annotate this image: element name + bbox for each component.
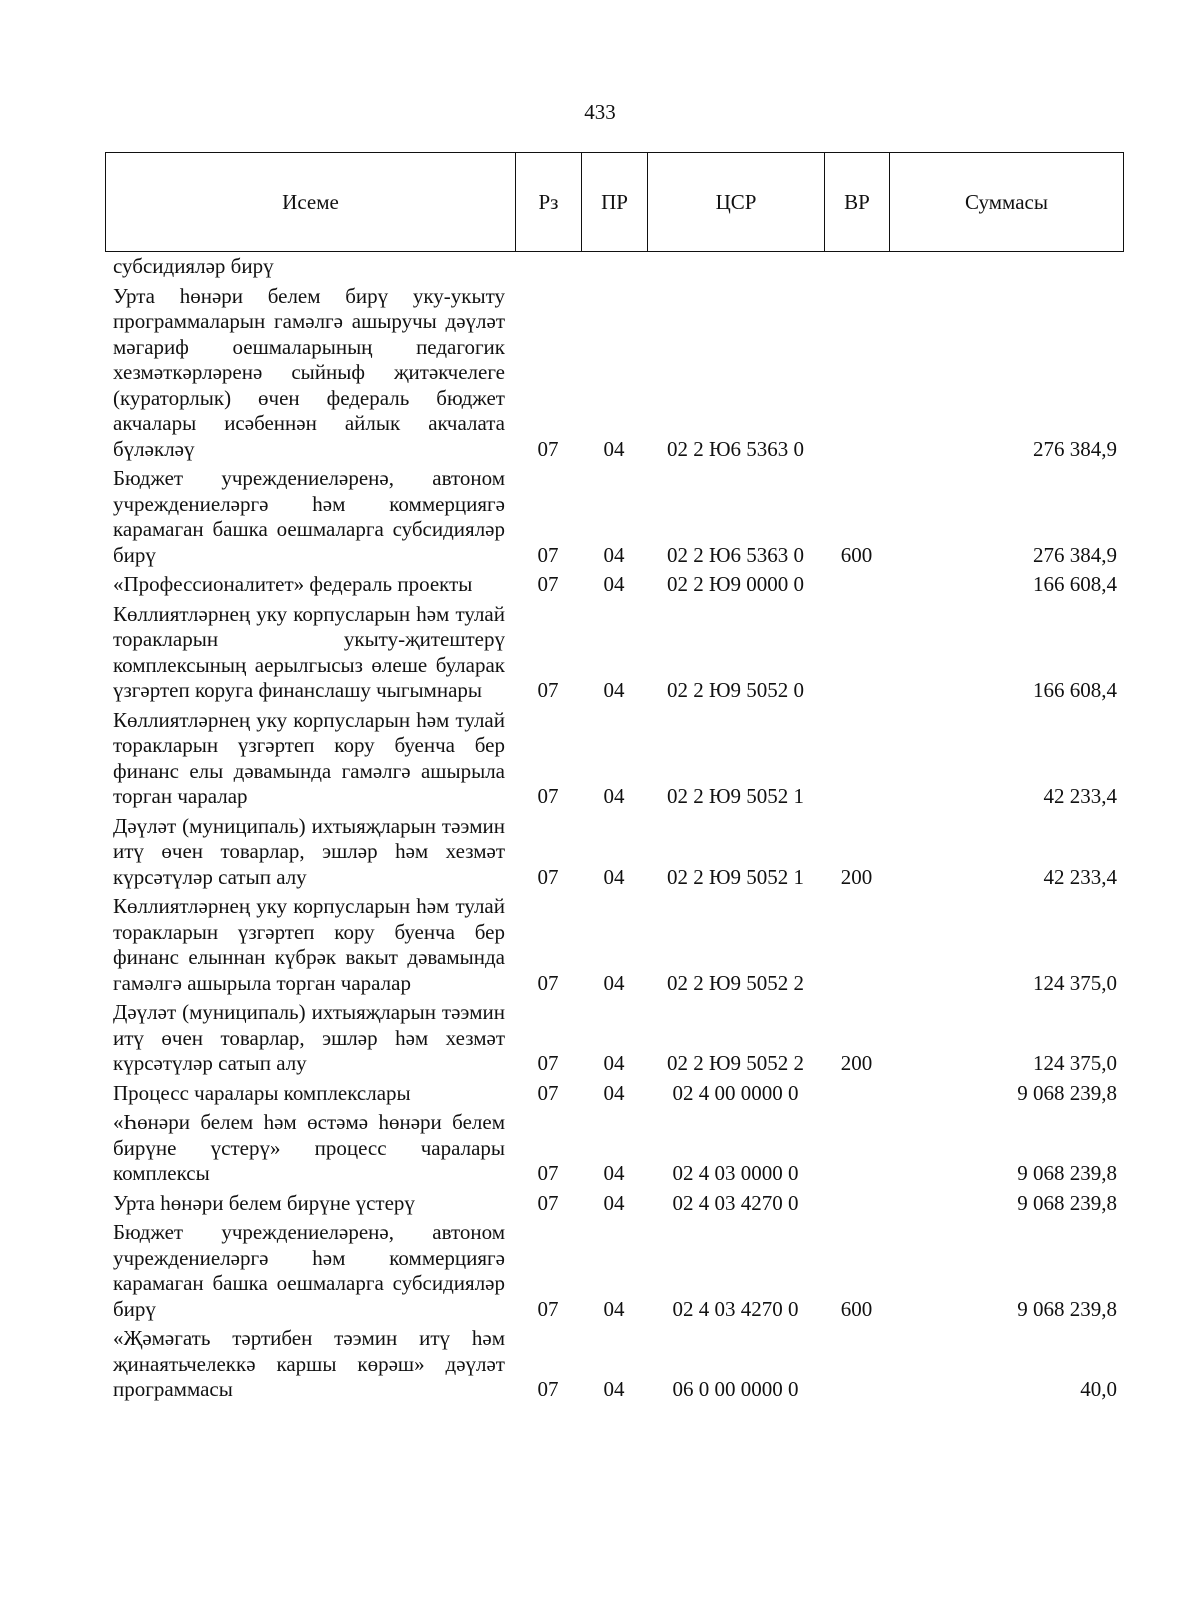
cell-rz: 07 bbox=[537, 572, 559, 596]
table-row bbox=[105, 1191, 1123, 1221]
cell-sum: 276 384,9 bbox=[1033, 436, 1117, 461]
column-header-pr: ПР bbox=[582, 153, 648, 252]
cell-name: Дәүләт (муниципаль) ихтыяҗларын тәэмин итү өчен товарлар, эшләр һәм хезмәт күрсәтүләр сатып алу bbox=[113, 813, 505, 889]
cell-pr: 04 bbox=[603, 542, 625, 567]
cell-csr: 02 2 Ю9 0000 0 bbox=[666, 572, 805, 596]
table-row bbox=[105, 254, 1123, 284]
cell-pr: 04 bbox=[603, 678, 625, 702]
cell-csr: 02 2 Ю6 5363 0 bbox=[666, 542, 805, 567]
cell-name: субсидияләр бирү bbox=[113, 254, 274, 278]
column-header-sum: Суммасы bbox=[890, 153, 1124, 252]
cell-csr: 02 2 Ю9 5052 2 bbox=[666, 1051, 805, 1075]
cell-pr: 04 bbox=[603, 864, 625, 889]
cell-vr: 600 bbox=[840, 542, 873, 567]
table-row bbox=[105, 1326, 1123, 1407]
column-header-vr: ВР bbox=[825, 153, 890, 252]
cell-rz: 07 bbox=[537, 784, 559, 808]
cell-vr bbox=[824, 1191, 889, 1221]
cell-name: Процесс чаралары комплекслары bbox=[113, 1080, 411, 1105]
cell-pr bbox=[581, 254, 647, 284]
cell-csr bbox=[647, 254, 824, 284]
cell-name: Дәүләт (муниципаль) ихтыяҗларын тәэмин итү өчен товарлар, эшләр һәм хезмәт күрсәтүләр сатып алу bbox=[113, 1000, 505, 1075]
cell-pr: 04 bbox=[603, 784, 625, 808]
cell-csr: 06 0 00 0000 0 bbox=[672, 1377, 799, 1401]
cell-rz: 07 bbox=[537, 1080, 559, 1105]
page-number: 433 bbox=[584, 100, 616, 124]
cell-vr bbox=[824, 572, 889, 602]
cell-vr bbox=[824, 284, 889, 467]
cell-name: Көллиятләрнең уку корпусларын һәм тулай торакларын укыту-җитештерү комплексының аерылгысыз өлеше буларак үзгәртеп коруга финанслашу чыгымнары bbox=[113, 601, 505, 702]
cell-pr: 04 bbox=[603, 572, 625, 596]
cell-pr: 04 bbox=[603, 1080, 625, 1105]
cell-sum: 40,0 bbox=[1080, 1377, 1117, 1401]
cell-csr: 02 4 00 0000 0 bbox=[672, 1080, 799, 1105]
cell-rz: 07 bbox=[537, 1051, 559, 1075]
column-header-rz: Рз bbox=[516, 153, 582, 252]
cell-sum: 42 233,4 bbox=[1043, 864, 1117, 889]
table-row bbox=[105, 284, 1123, 467]
cell-rz: 07 bbox=[537, 436, 559, 461]
table-row bbox=[105, 1000, 1123, 1081]
column-header-csr: ЦСР bbox=[648, 153, 825, 252]
cell-vr: 200 bbox=[840, 864, 873, 889]
cell-rz: 07 bbox=[537, 1377, 559, 1401]
table-row bbox=[105, 572, 1123, 602]
cell-vr bbox=[824, 708, 889, 814]
cell-csr: 02 4 03 0000 0 bbox=[672, 1161, 799, 1185]
cell-csr: 02 4 03 4270 0 bbox=[672, 1296, 799, 1321]
cell-sum bbox=[889, 254, 1123, 284]
cell-csr: 02 2 Ю9 5052 0 bbox=[666, 678, 805, 702]
cell-sum: 166 608,4 bbox=[1033, 678, 1117, 702]
cell-rz: 07 bbox=[537, 542, 559, 567]
cell-pr: 04 bbox=[603, 436, 625, 461]
cell-pr: 04 bbox=[603, 1296, 625, 1321]
column-header-name: Исеме bbox=[106, 153, 516, 252]
cell-rz: 07 bbox=[537, 678, 559, 702]
cell-csr: 02 2 Ю9 5052 2 bbox=[666, 970, 805, 995]
cell-name: Көллиятләрнең уку корпусларын һәм тулай торакларын үзгәртеп кору буенча бер финанс елы дәвамында гамәлгә ашырыла торган чаралар bbox=[113, 707, 505, 808]
cell-csr: 02 2 Ю9 5052 1 bbox=[666, 784, 805, 808]
cell-sum: 124 375,0 bbox=[1033, 970, 1117, 995]
cell-rz: 07 bbox=[537, 1190, 559, 1215]
cell-sum: 9 068 239,8 bbox=[1017, 1296, 1117, 1321]
cell-pr: 04 bbox=[603, 1051, 625, 1075]
cell-rz: 07 bbox=[537, 1161, 559, 1185]
table-row bbox=[105, 1110, 1123, 1191]
table-row bbox=[105, 1220, 1123, 1326]
cell-vr: 600 bbox=[840, 1296, 873, 1321]
cell-sum: 9 068 239,8 bbox=[1017, 1161, 1117, 1185]
cell-pr: 04 bbox=[603, 1377, 625, 1401]
cell-vr bbox=[824, 894, 889, 1000]
cell-vr bbox=[824, 1110, 889, 1191]
cell-name: Бюджет учреждениеләренә, автоном учреждениеләргә һәм коммерциягә карамаган башка оешмаларга субсидияләр бирү bbox=[113, 466, 505, 567]
cell-sum: 166 608,4 bbox=[1033, 572, 1117, 596]
cell-vr bbox=[824, 1081, 889, 1111]
cell-sum: 276 384,9 bbox=[1033, 542, 1117, 567]
cell-name: Урта һөнәри белем бирү уку-укыту программаларын гамәлгә ашыручы дәүләт мәгариф оешмаларының педагогик хезмәткәрләренә сыйныф җитәкчелеге (кураторлык) өчен федераль бюджет акчалары исәбеннән айлык акчалата бүләкләү bbox=[113, 283, 505, 461]
cell-sum: 42 233,4 bbox=[1043, 784, 1117, 808]
cell-name: Көллиятләрнең уку корпусларын һәм тулай торакларын үзгәртеп кору буенча бер финанс елыннан күбрәк вакыт дәвамында гамәлгә ашырыла торган чаралар bbox=[113, 894, 505, 995]
cell-name: Урта һөнәри белем бирүне үстерү bbox=[113, 1190, 415, 1215]
cell-rz bbox=[515, 254, 581, 284]
cell-vr bbox=[824, 602, 889, 708]
cell-rz: 07 bbox=[537, 864, 559, 889]
table-row bbox=[105, 894, 1123, 1000]
cell-sum: 124 375,0 bbox=[1033, 1051, 1117, 1075]
cell-pr: 04 bbox=[603, 970, 625, 995]
cell-csr: 02 2 Ю9 5052 1 bbox=[666, 864, 805, 889]
cell-name: «Профессионалитет» федераль проекты bbox=[113, 572, 473, 596]
cell-sum: 9 068 239,8 bbox=[1017, 1080, 1117, 1105]
cell-rz: 07 bbox=[537, 970, 559, 995]
cell-name: Бюджет учреждениеләренә, автоном учреждениеләргә һәм коммерциягә карамаган башка оешмаларга субсидияләр бирү bbox=[113, 1220, 505, 1321]
table-header bbox=[105, 152, 1124, 252]
table-row bbox=[105, 708, 1123, 814]
cell-vr: 200 bbox=[840, 1051, 873, 1075]
table-row bbox=[105, 602, 1123, 708]
cell-name: «Җәмәгать тәртибен тәэмин итү һәм җинаятьчелеккә каршы көрәш» дәүләт программасы bbox=[113, 1326, 505, 1401]
table-row bbox=[105, 466, 1123, 572]
table-row bbox=[105, 814, 1123, 895]
cell-name: «Һөнәри белем һәм өстәмә һөнәри белем бирүне үстерү» процесс чаралары комплексы bbox=[113, 1110, 505, 1185]
budget-table bbox=[105, 254, 1123, 1407]
cell-pr: 04 bbox=[603, 1190, 625, 1215]
cell-vr bbox=[824, 254, 889, 284]
cell-vr bbox=[824, 1326, 889, 1407]
cell-rz: 07 bbox=[537, 1296, 559, 1321]
cell-sum: 9 068 239,8 bbox=[1017, 1190, 1117, 1215]
cell-csr: 02 4 03 4270 0 bbox=[672, 1190, 799, 1215]
cell-csr: 02 2 Ю6 5363 0 bbox=[666, 436, 805, 461]
cell-pr: 04 bbox=[603, 1161, 625, 1185]
table-row bbox=[105, 1081, 1123, 1111]
